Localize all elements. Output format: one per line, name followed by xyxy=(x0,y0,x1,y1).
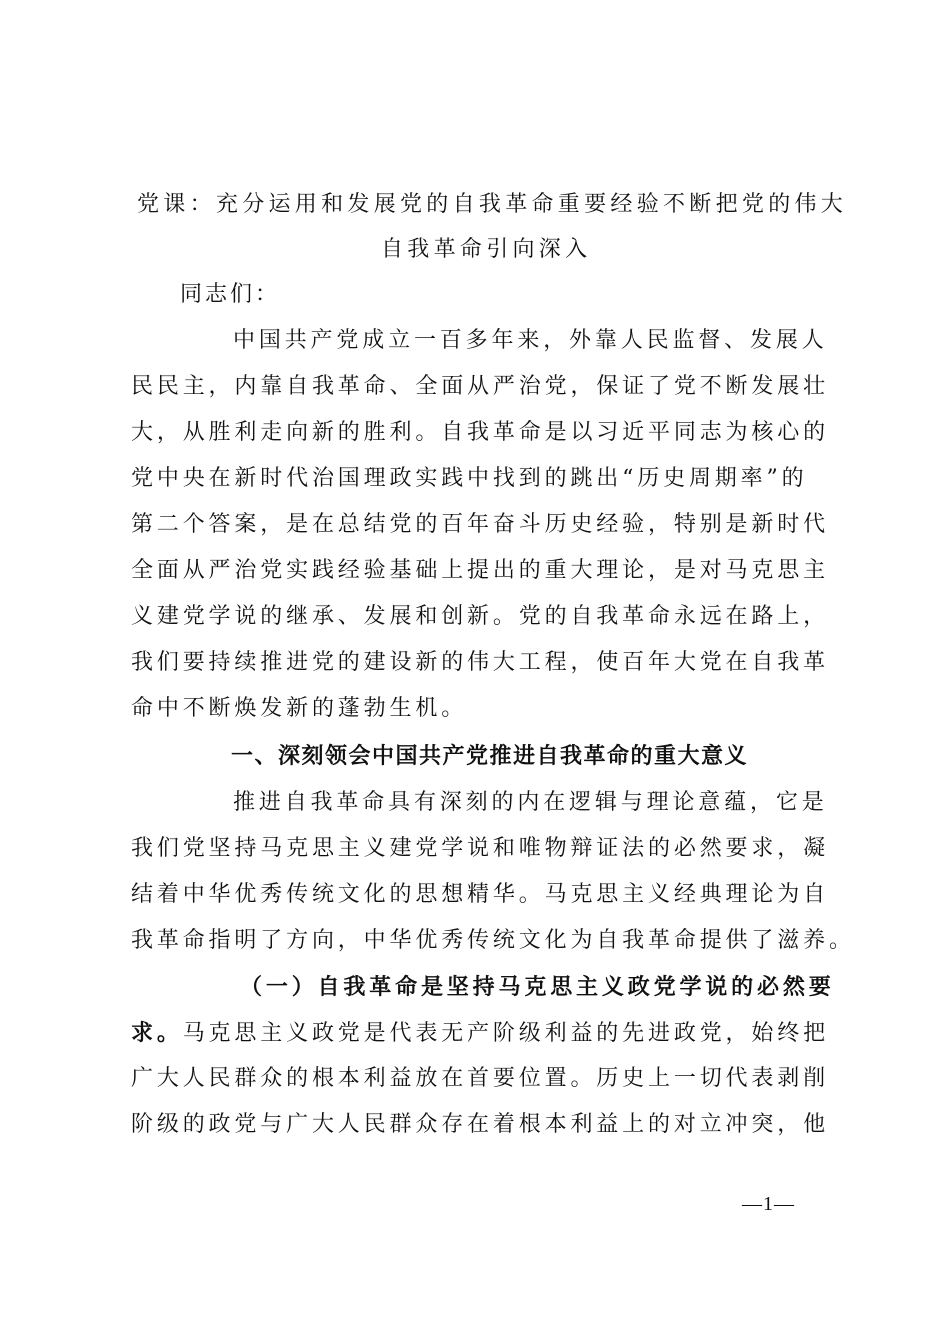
intro-paragraph-line: 义建党学说的继承、发展和创新。党的自我革命永远在路上， xyxy=(131,604,829,629)
subsection-heading-1-end: 求。 xyxy=(131,1020,183,1046)
intro-paragraph-line: 中国共产党成立一百多年来，外靠人民监督、发展人 xyxy=(233,328,828,353)
section-paragraph-line: 我革命指明了方向，中华优秀传统文化为自我革命提供了滋养。 xyxy=(131,928,855,953)
subsection-paragraph-line xyxy=(131,1019,829,1048)
intro-paragraph-line: 大，从胜利走向新的胜利。自我革命是以习近平同志为核心的 xyxy=(131,420,829,445)
intro-paragraph-line: 命中不断焕发新的蓬勃生机。 xyxy=(131,696,468,721)
intro-paragraph-line: 全面从严治党实践经验基础上提出的重大理论，是对马克思主 xyxy=(131,558,829,583)
section-paragraph-line: 我们党坚持马克思主义建党学说和唯物辩证法的必然要求，凝 xyxy=(131,836,829,861)
subsection-text: 马克思主义政党是代表无产阶级利益的先进政党，始终把 xyxy=(182,1021,829,1046)
intro-paragraph-line: 民民主，内靠自我革命、全面从严治党，保证了党不断发展壮 xyxy=(131,374,829,399)
subsection-paragraph-line: 广大人民群众的根本利益放在首要位置。历史上一切代表剥削 xyxy=(131,1066,829,1091)
section-paragraph-line: 推进自我革命具有深刻的内在逻辑与理论意蕴，它是 xyxy=(233,790,828,815)
document-title-line-1: 党课：充分运用和发展党的自我革命重要经验不断把党的伟大 xyxy=(137,192,848,217)
subsection-paragraph-line: 阶级的政党与广大人民群众存在着根本利益上的对立冲突，他 xyxy=(131,1112,829,1137)
section-paragraph-line: 结着中华优秀传统文化的思想精华。马克思主义经典理论为自 xyxy=(131,882,829,907)
document-title-line-2: 自我革命引向深入 xyxy=(381,237,592,262)
greeting: 同志们： xyxy=(180,282,281,307)
section-heading-1: 一、深刻领会中国共产党推进自我革命的重大意义 xyxy=(231,744,749,769)
intro-paragraph-line: 我们要持续推进党的建设新的伟大工程，使百年大党在自我革 xyxy=(131,650,829,675)
intro-paragraph-line: 党中央在新时代治国理政实践中找到的跳出“历史周期率”的 xyxy=(131,466,808,491)
subsection-heading-1: （一）自我革命是坚持马克思主义政党学说的必然要 xyxy=(240,974,835,1000)
intro-paragraph-line: 第二个答案，是在总结党的百年奋斗历史经验，特别是新时代 xyxy=(131,512,829,537)
page-number: —1— xyxy=(742,1193,795,1215)
